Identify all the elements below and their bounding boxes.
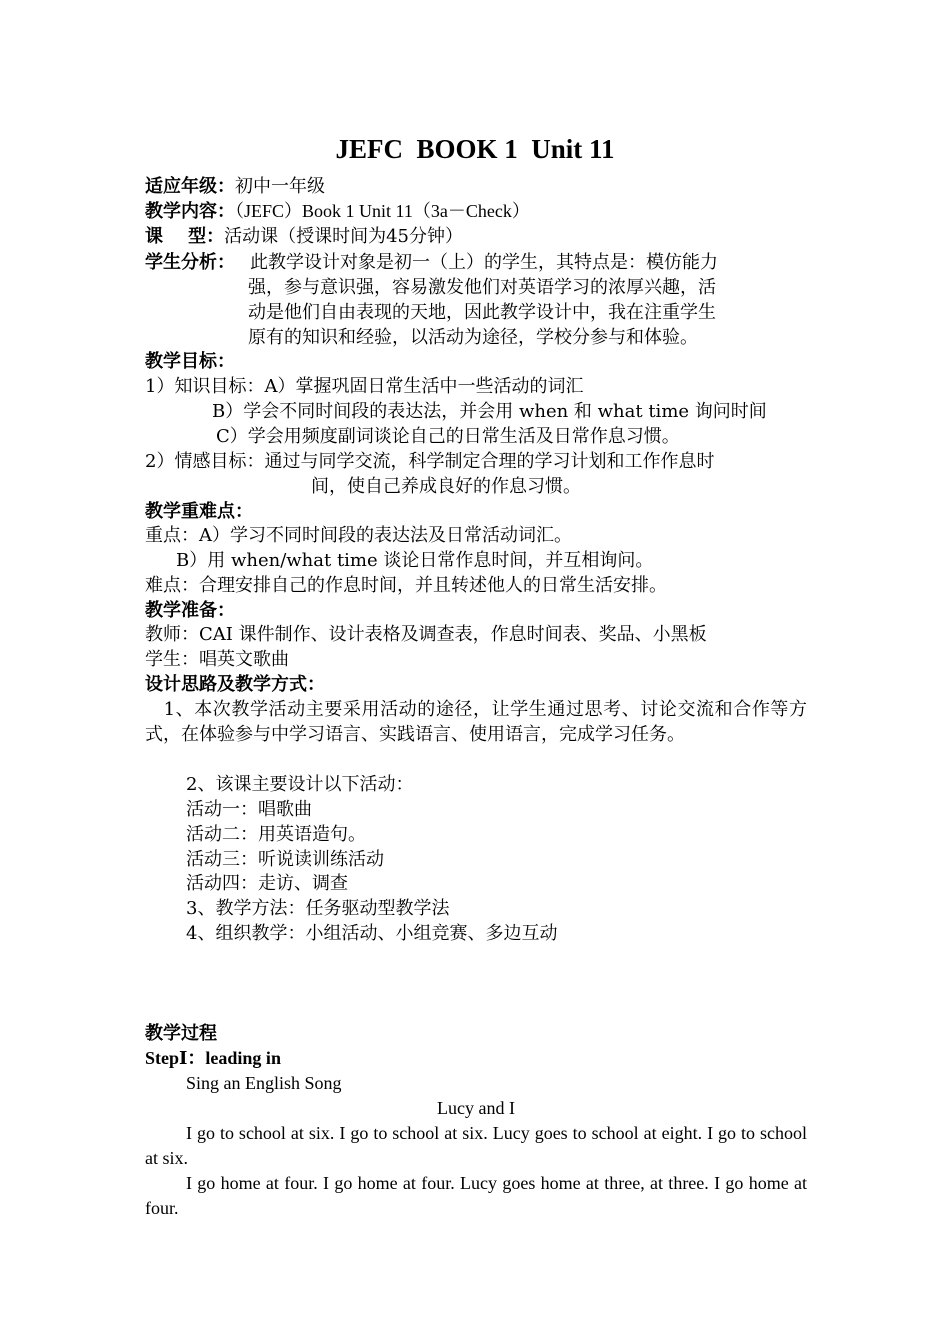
analysis-line: 此教学设计对象是初一（上）的学生，其特点是：模仿能力 (250, 252, 718, 273)
design-item: 活动三：听说读训练活动 (186, 849, 384, 870)
goal-emotion-b: 间，使自己养成良好的作息习惯。 (311, 476, 581, 497)
step-one-task: Sing an English Song (186, 1073, 342, 1093)
analysis-line: 原有的知识和经验，以活动为途径，学校分参与和体验。 (248, 327, 698, 348)
design-paragraph: 1、本次教学活动主要采用活动的途径，让学生通过思考、讨论交流和合作等方式，在体验参与中学习语言、实践语言、使用语言，完成学习任务。 (145, 699, 807, 745)
document-title: JEFC BOOK 1 Unit 11 (335, 134, 615, 164)
goal-emotion-a: 2）情感目标：通过与同学交流，科学制定合理的学习计划和工作作息时 (145, 451, 715, 472)
design-item: 活动一：唱歌曲 (186, 799, 312, 820)
analysis-label: 学生分析： (145, 252, 235, 273)
content-row (145, 199, 530, 224)
song-verse: I go home at four. I go home at four. Lucy goes home at three, at three. I go home at four. (145, 1173, 807, 1218)
type-label: 课 型： (145, 226, 225, 247)
goals-heading: 教学目标： (145, 351, 235, 372)
process-heading: 教学过程 (145, 1023, 217, 1044)
step-one-heading: StepⅠ：leading in (145, 1048, 281, 1068)
key-points-heading: 教学重难点： (145, 501, 253, 522)
design-heading: 设计思路及教学方式： (145, 674, 325, 695)
design-item: 3、教学方法：任务驱动型教学法 (186, 898, 450, 919)
analysis-line: 动是他们自由表现的天地，因此教学设计中，我在注重学生 (248, 302, 716, 323)
song-verse: I go to school at six. I go to school at six. Lucy goes to school at eight. I go to school at six. (145, 1123, 807, 1168)
content-label: 教学内容： (145, 201, 235, 222)
song-title: Lucy and I (437, 1098, 515, 1118)
prep-student: 学生：唱英文歌曲 (145, 649, 289, 670)
difficult-point: 难点：合理安排自己的作息时间，并且转述他人的日常生活安排。 (145, 575, 667, 596)
type-value: 活动课（授课时间为45分钟） (224, 226, 463, 247)
grade-label: 适应年级： (145, 176, 235, 197)
grade-row (145, 174, 325, 199)
grade-value: 初中一年级 (235, 176, 325, 197)
design-item: 4、组织教学：小组活动、小组竞赛、多边互动 (186, 923, 558, 944)
analysis-line: 强，参与意识强，容易激发他们对英语学习的浓厚兴趣，活 (248, 277, 716, 298)
goal-knowledge-a: 1）知识目标：A）掌握巩固日常生活中一些活动的词汇 (145, 376, 584, 397)
design-item: 2、该课主要设计以下活动： (186, 774, 414, 795)
prep-teacher: 教师：CAI 课件制作、设计表格及调查表，作息时间表、奖品、小黑板 (145, 624, 707, 645)
key-point-a: 重点：A）学习不同时间段的表达法及日常活动词汇。 (145, 525, 572, 546)
design-item: 活动四：走访、调查 (186, 873, 348, 894)
goal-knowledge-b: B）学会不同时间段的表达法，并会用 when 和 what time 询问时间 (212, 401, 767, 422)
type-row (145, 224, 463, 249)
design-item: 活动二：用英语造句。 (186, 824, 366, 845)
prep-heading: 教学准备： (145, 600, 235, 621)
key-point-b: B）用 when/what time 谈论日常作息时间，并互相询问。 (176, 550, 654, 571)
goal-knowledge-c: C）学会用频度副词谈论自己的日常生活及日常作息习惯。 (216, 426, 680, 447)
content-value: （JEFC）Book 1 Unit 11（3a－Check） (235, 201, 530, 221)
